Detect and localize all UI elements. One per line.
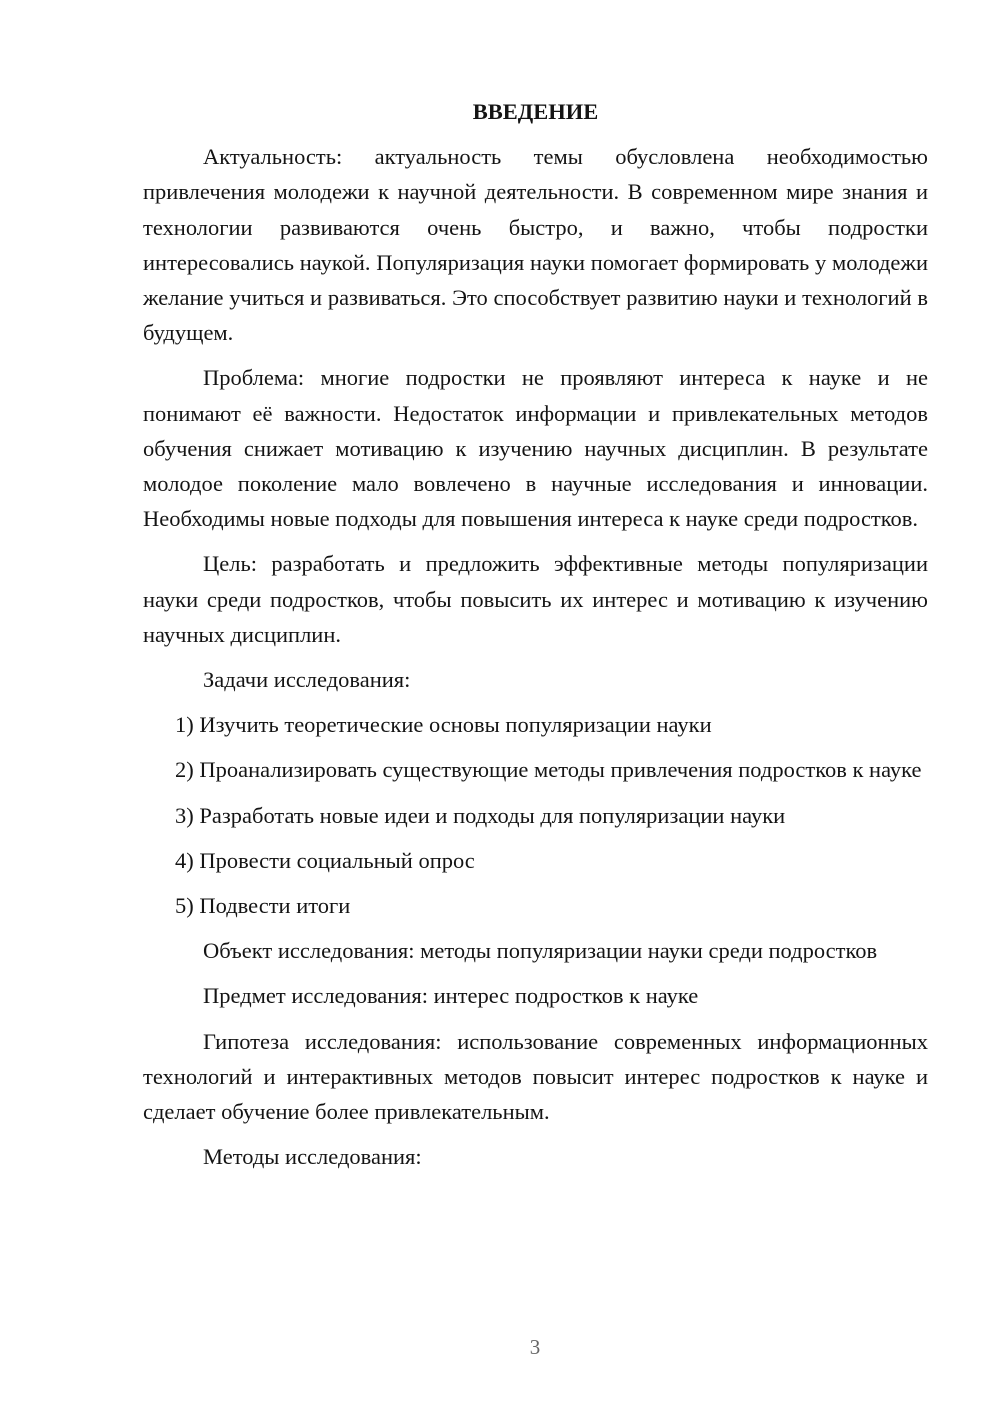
- task-item: 5) Подвести итоги: [175, 893, 351, 919]
- page-content: [143, 94, 928, 1184]
- tasks-list: [143, 707, 928, 923]
- task-item: 2) Проанализировать существующие методы привлечения подростков к науке: [175, 757, 922, 783]
- object-paragraph: Объект исследования: методы популяризации науки среди подростков: [203, 938, 878, 964]
- task-item: 4) Провести социальный опрос: [175, 847, 475, 873]
- task-item: 1) Изучить теоретические основы популяризации науки: [175, 712, 712, 738]
- problem-paragraph: Проблема: многие подростки не проявляют интереса к науке и не понимают её важности. Недостаток информации и привлекательных методов обучения снижает мотивацию к изучению научных дисциплин. В результате молодое поколение мало вовлечено в научные исследования и инновации. Необходимы новые подходы для повышения интереса к науке среди подростков.: [143, 365, 928, 532]
- subject-paragraph: Предмет исследования: интерес подростков к науке: [203, 983, 699, 1009]
- relevance-paragraph: Актуальность: актуальность темы обусловлена необходимостью привлечения молодежи к научной деятельности. В современном мире знания и технологии развиваются очень быстро, и важно, чтобы подростки интересовались наукой. Популяризация науки помогает формировать у молодежи желание учиться и развиваться. Это способствует развитию науки и технологий в будущем.: [143, 144, 928, 346]
- task-item: 3) Разработать новые идеи и подходы для популяризации науки: [175, 802, 786, 828]
- page-number: 3: [529, 1335, 541, 1359]
- goal-paragraph: Цель: разработать и предложить эффективные методы популяризации науки среди подростков, чтобы повысить их интерес и мотивацию к изучению научных дисциплин.: [143, 551, 928, 647]
- hypothesis-paragraph: Гипотеза исследования: использование современных информационных технологий и интерактивных методов повысит интерес подростков к науке и сделает обучение более привлекательным.: [143, 1028, 928, 1125]
- methods-heading: Методы исследования:: [203, 1144, 422, 1170]
- tasks-heading: Задачи исследования:: [203, 667, 411, 693]
- section-title: ВВЕДЕНИЕ: [472, 99, 599, 124]
